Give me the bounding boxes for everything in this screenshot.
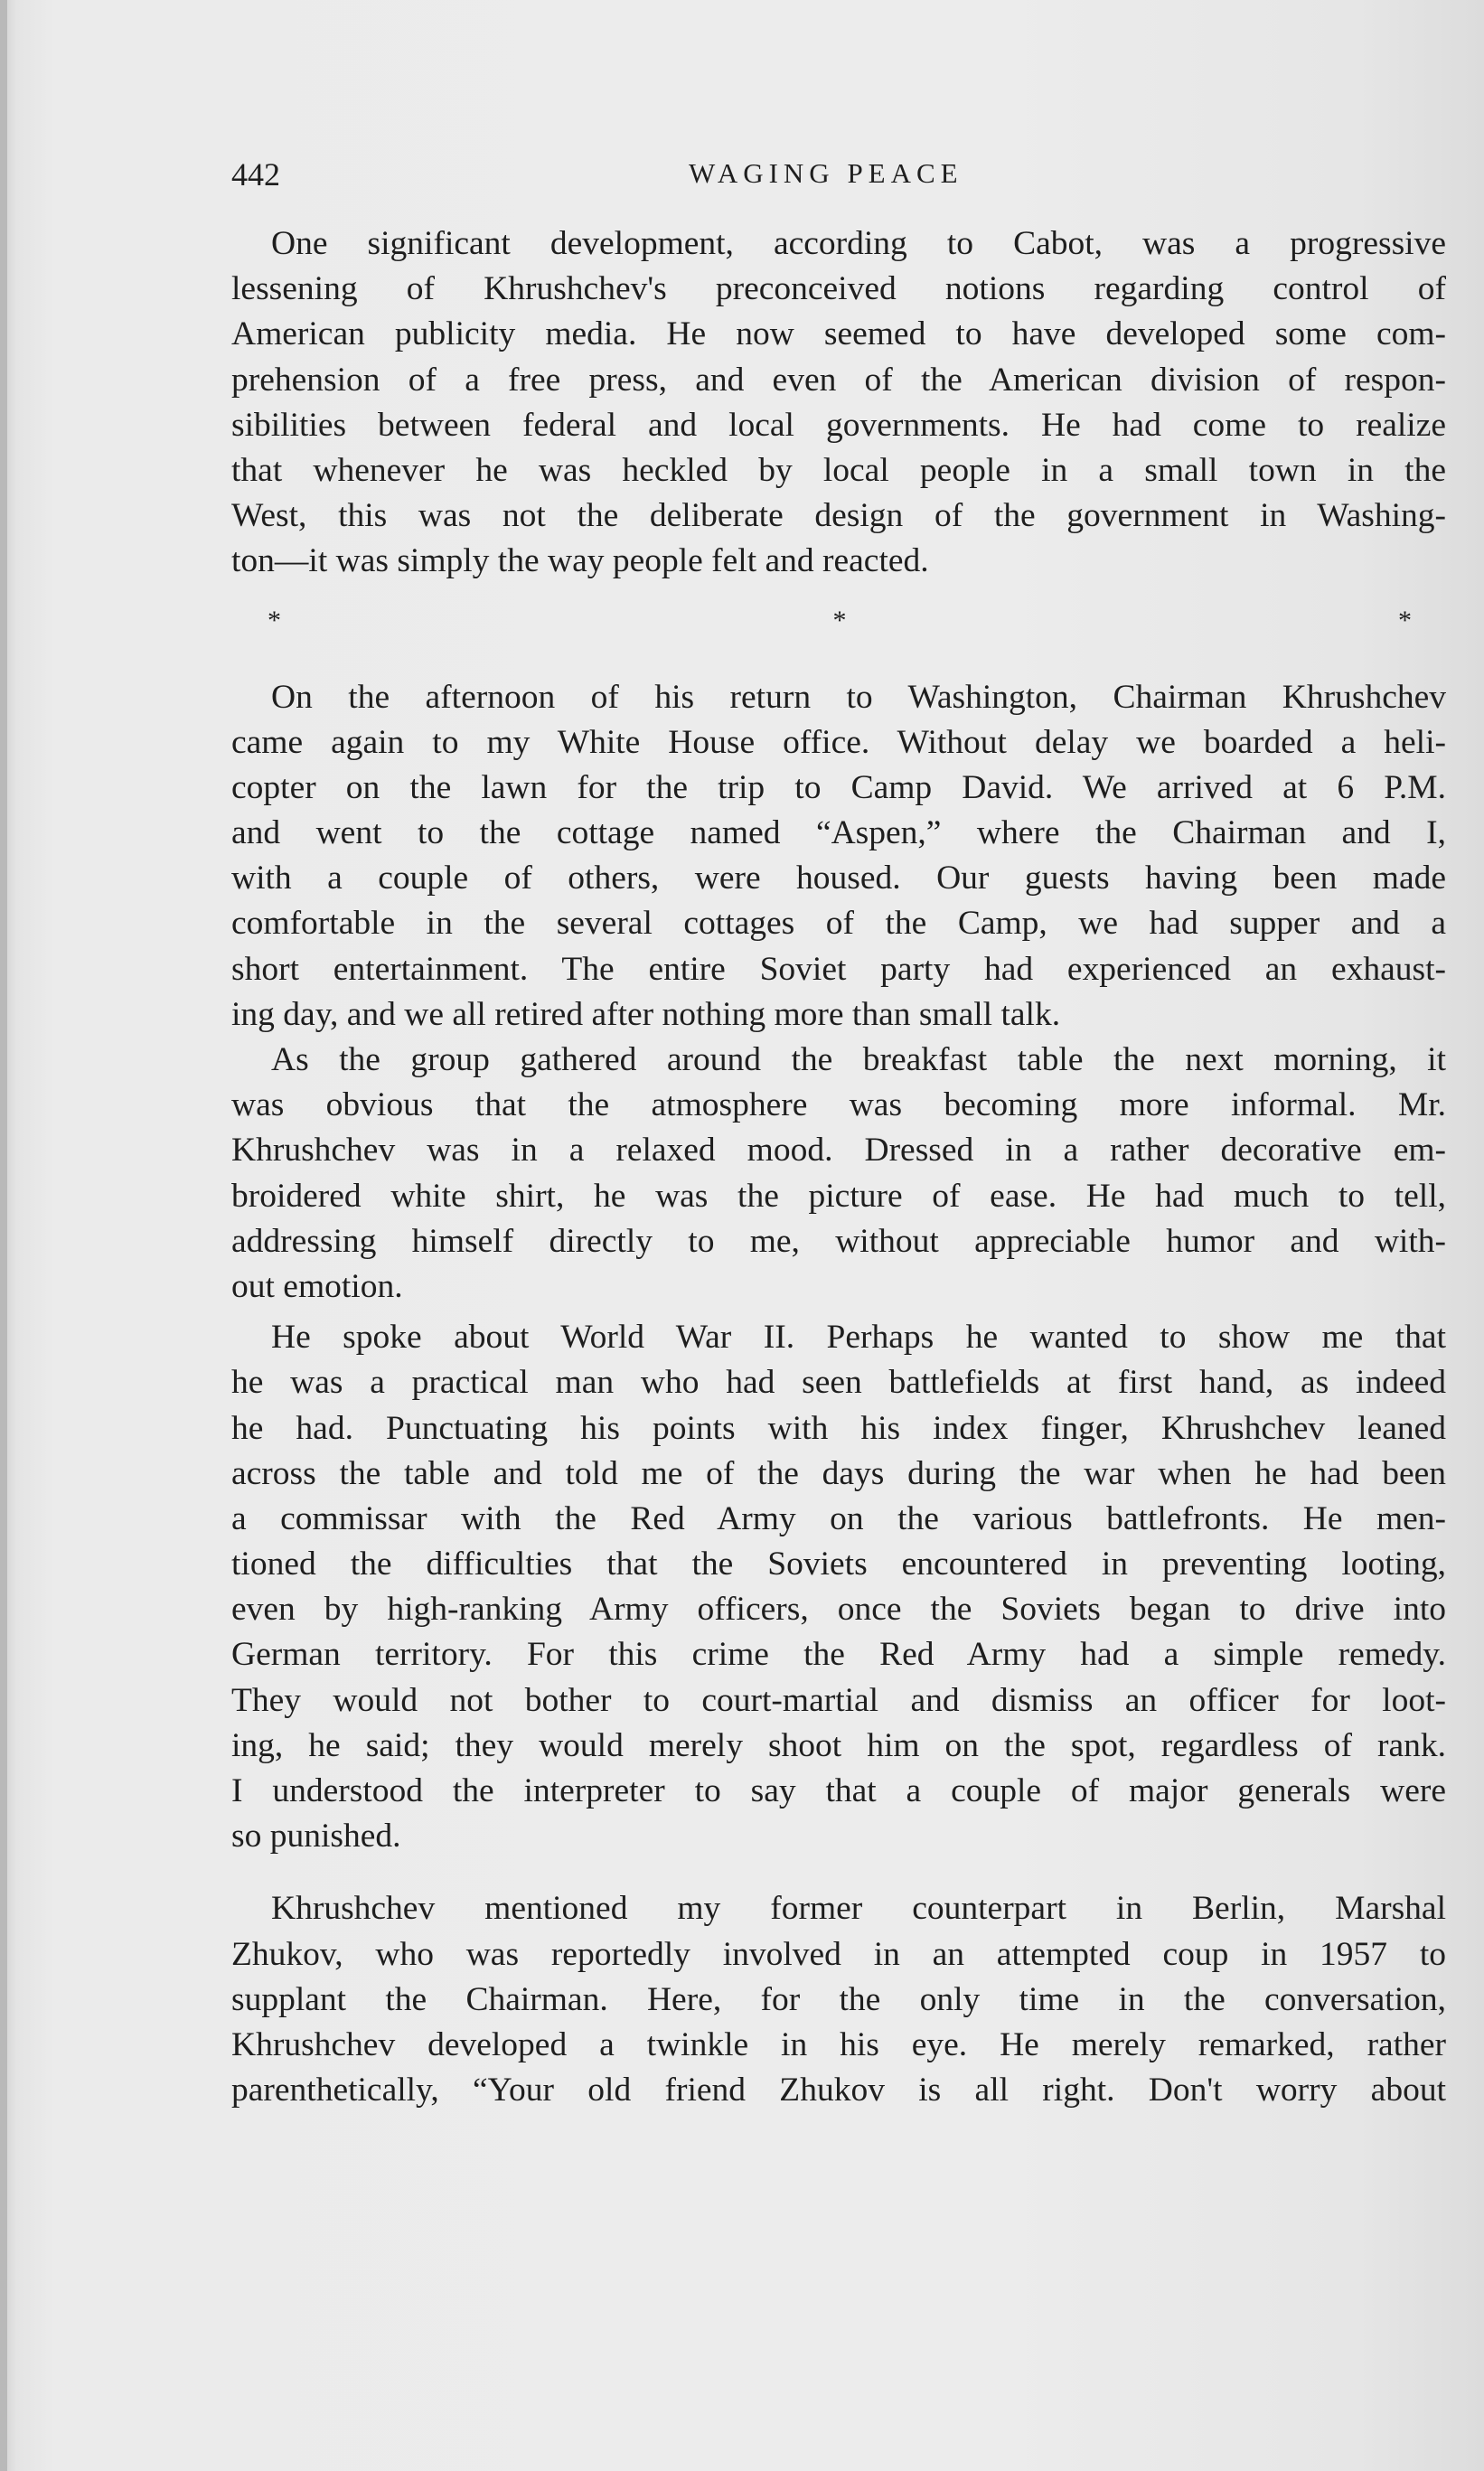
text-line: ton—it was simply the way people felt and reacted.	[231, 542, 929, 580]
text-line: addressing himself directly to me, without appreciable humor and with-	[231, 1222, 1446, 1260]
text-line: One significant development, according to Cabot, was a progressive	[271, 225, 1446, 262]
page-binding-edge	[0, 0, 7, 2471]
text-line: American publicity media. He now seemed to have developed some com-	[231, 315, 1446, 353]
text-line: copter on the lawn for the trip to Camp David. We arrived at 6 P.M.	[231, 768, 1446, 806]
text-line: was obvious that the atmosphere was becoming more informal. Mr.	[231, 1086, 1446, 1124]
page-body	[231, 221, 1446, 2113]
text-line: On the afternoon of his return to Washington, Chairman Khrushchev	[271, 678, 1446, 716]
text-line: and went to the cottage named “Aspen,” where the Chairman and I,	[231, 814, 1446, 852]
text-line: broidered white shirt, he was the picture of ease. He had much to tell,	[231, 1177, 1446, 1215]
text-line: even by high-ranking Army officers, once the Soviets began to drive into	[231, 1591, 1446, 1629]
paragraph	[231, 675, 1446, 1038]
text-line: Khrushchev developed a twinkle in his eye. He merely remarked, rather	[231, 2025, 1446, 2063]
text-line: Khrushchev was in a relaxed mood. Dressed in a rather decorative em-	[231, 1132, 1446, 1170]
text-line: came again to my White House office. Without delay we boarded a heli-	[231, 723, 1446, 761]
text-line: supplant the Chairman. Here, for the only time in the conversation,	[231, 1980, 1446, 2018]
text-line: They would not bother to court-martial and dismiss an officer for loot-	[231, 1681, 1446, 1719]
text-line: parenthetically, “Your old friend Zhukov is all right. Don't worry about	[231, 2072, 1446, 2109]
paragraph	[231, 1886, 1446, 2113]
text-line: he was a practical man who had seen battlefields at first hand, as indeed	[231, 1364, 1446, 1402]
paragraph	[231, 1315, 1446, 1859]
text-line: he had. Punctuating his points with his index finger, Khrushchev leaned	[231, 1409, 1446, 1447]
running-title: WAGING PEACE	[689, 157, 963, 189]
text-line: tioned the difficulties that the Soviets encountered in preventing looting,	[231, 1546, 1446, 1583]
text-line: German territory. For this crime the Red Army had a simple remedy.	[231, 1636, 1446, 1674]
text-line: Khrushchev mentioned my former counterpart in Berlin, Marshal	[271, 1890, 1446, 1928]
text-line: prehension of a free press, and even of the American division of respon-	[231, 361, 1446, 399]
page-header	[231, 155, 1446, 201]
paragraph	[231, 1038, 1446, 1310]
text-line: short entertainment. The entire Soviet party had experienced an exhaust-	[231, 950, 1446, 988]
page-number: 442	[231, 156, 280, 193]
text-line: ing day, and we all retired after nothing more than small talk.	[231, 995, 1061, 1033]
text-line: comfortable in the several cottages of the Camp, we had supper and a	[231, 905, 1446, 943]
text-line: ing, he said; they would merely shoot him on the spot, regardless of rank.	[231, 1726, 1446, 1764]
text-line: West, this was not the deliberate design of the government in Washing-	[231, 497, 1446, 535]
text-line: As the group gathered around the breakfast table the next morning, it	[271, 1041, 1446, 1078]
text-line: across the table and told me of the days during the war when he had been	[231, 1454, 1446, 1492]
text-line: Zhukov, who was reportedly involved in an attempted coup in 1957 to	[231, 1935, 1446, 1973]
text-line: out emotion.	[231, 1267, 403, 1305]
text-line: He spoke about World War II. Perhaps he wanted to show me that	[271, 1319, 1446, 1357]
text-line: I understood the interpreter to say that a couple of major generals were	[231, 1772, 1446, 1809]
text-line: a commissar with the Red Army on the various battlefronts. He men-	[231, 1499, 1446, 1537]
text-line: that whenever he was heckled by local people in a small town in the	[231, 451, 1446, 489]
section-break: * * *	[268, 605, 1446, 635]
text-line: with a couple of others, were housed. Our guests having been made	[231, 860, 1446, 897]
text-line: sibilities between federal and local governments. He had come to realize	[231, 406, 1446, 444]
paragraph	[231, 221, 1446, 585]
text-line: so punished.	[231, 1818, 401, 1856]
text-line: lessening of Khrushchev's preconceived notions regarding control of	[231, 270, 1446, 308]
